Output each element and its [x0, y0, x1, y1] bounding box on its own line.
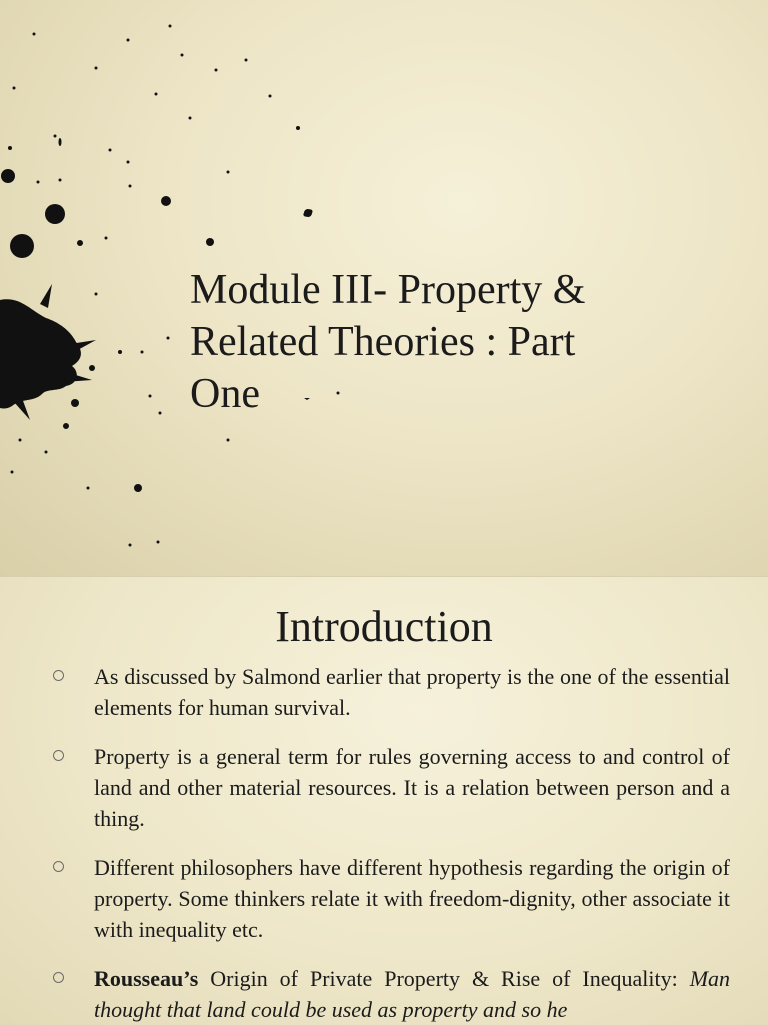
list-item: [0, 963, 768, 1025]
slide-title: Module III- Property & Related Theories : Part One: [190, 267, 586, 417]
list-item: [0, 741, 768, 834]
bullet-text: Different philosophers have different hypothesis regarding the origin of property. Some thinkers relate it with freedom-dignity, other associate it with inequality etc.: [94, 855, 730, 942]
list-item: [0, 852, 768, 945]
hollow-circle-bullet-icon: [53, 972, 64, 983]
hollow-circle-bullet-icon: [53, 670, 64, 681]
bullet-text-rest: Origin of Private Property & Rise of Inequality:: [198, 966, 678, 991]
hollow-circle-bullet-icon: [53, 750, 64, 761]
list-item: [0, 661, 768, 723]
introduction-slide: [0, 576, 768, 1025]
bullet-list: [0, 661, 768, 1025]
bullet-text: Property is a general term for rules governing access to and control of land and other material resources. It is a relation between person and a thing.: [94, 744, 730, 831]
bullet-text: As discussed by Salmond earlier that property is the one of the essential elements for human survival.: [94, 664, 730, 720]
bullet-bold-lead: Rousseau’s: [94, 966, 199, 991]
hollow-circle-bullet-icon: [53, 861, 64, 872]
slide-heading: Introduction: [275, 602, 493, 651]
bullet-italic-text: Man thought that land could be used as property and so he: [94, 966, 731, 1022]
bullet-text: [94, 963, 730, 1025]
